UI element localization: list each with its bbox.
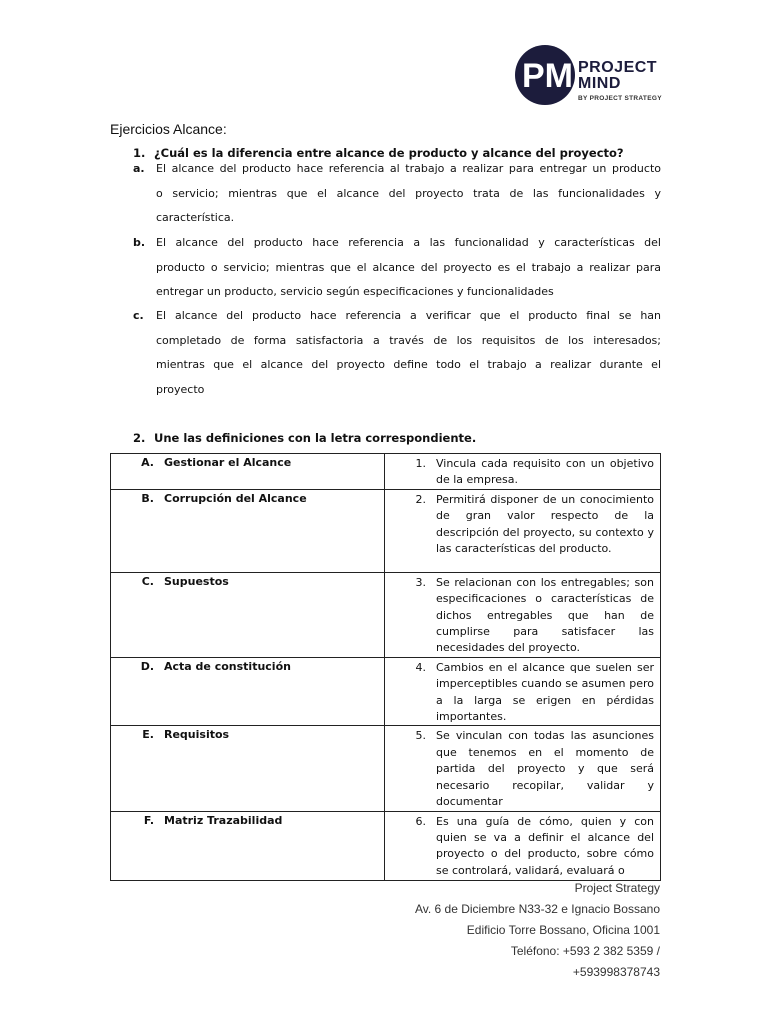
- term-key: F.: [143, 813, 154, 827]
- option-c-line: El alcance del producto hace referencia a verificar que el producto final se han: [156, 309, 661, 322]
- term-key: C.: [141, 574, 154, 588]
- definition-key: 6.: [415, 814, 426, 828]
- option-b-line: entregar un producto, servicio según especificaciones y funcionalidades: [156, 285, 554, 298]
- definition-text: Es una guía de cómo, quien y con quien se va a definir el alcance del proyecto o del producto, sobre cómo se controlará, validará, evaluará o: [436, 814, 654, 877]
- table-cell-definition: [385, 811, 661, 880]
- question-1-number: 1.: [133, 146, 146, 160]
- footer-address-1: Av. 6 de Diciembre N33-32 e Ignacio Bossano: [414, 902, 660, 916]
- term-key: E.: [142, 728, 154, 742]
- footer-address-2: Edificio Torre Bossano, Oficina 1001: [466, 923, 660, 937]
- definition-text: Se relacionan con los entregables; son especificaciones o características de dichos entregables que han de cumplirse para satisfacer las necesidades del proyecto.: [436, 575, 654, 655]
- definition-key: 4.: [415, 660, 426, 674]
- term-text: Matriz Trazabilidad: [164, 813, 283, 827]
- term-key: D.: [140, 659, 154, 673]
- definition-text: Permitirá disponer de un conocimiento de gran valor respecto de la descripción del proyecto, su contexto y las características del producto.: [436, 492, 654, 556]
- term-text: Supuestos: [164, 574, 229, 588]
- logo-line2: MIND: [578, 75, 621, 92]
- document-title: Ejercicios Alcance:: [110, 121, 227, 137]
- logo-tagline: BY PROJECT STRATEGY: [578, 95, 662, 102]
- matching-table: [110, 453, 661, 881]
- table-cell-term: [111, 572, 385, 657]
- term-text: Gestionar el Alcance: [164, 456, 292, 469]
- option-c-line: proyecto: [156, 382, 205, 396]
- table-cell-definition: [385, 726, 661, 811]
- logo-line1: PROJECT: [578, 59, 658, 76]
- table-cell-term: [111, 454, 385, 490]
- footer-phone-2: +593998378743: [572, 965, 660, 979]
- option-b-line: producto o servicio; mientras que el alcance del proyecto es el trabajo a realizar para: [156, 260, 661, 274]
- option-c-letter: c.: [133, 309, 144, 322]
- table-cell-definition: [385, 489, 661, 572]
- table-row: [111, 489, 661, 572]
- question-2-number: 2.: [133, 431, 146, 445]
- question-1-text: ¿Cuál es la diferencia entre alcance de producto y alcance del proyecto?: [154, 146, 624, 160]
- table-row: [111, 726, 661, 811]
- option-b-letter: b.: [133, 236, 146, 249]
- table-cell-term: [111, 811, 385, 880]
- option-c-line: mientras que el alcance del proyecto define todo el trabajo a realizar durante el: [156, 358, 661, 371]
- table-cell-definition: [385, 657, 661, 726]
- table-row: [111, 572, 661, 657]
- table-row: [111, 454, 661, 490]
- table-cell-term: [111, 657, 385, 726]
- option-c-line: completado de forma satisfactoria a través de los requisitos de los interesados;: [156, 333, 661, 347]
- logo-monogram: PM: [522, 57, 573, 95]
- option-a-line: o servicio; mientras que el alcance del proyecto trata de las funcionalidades y: [156, 186, 661, 200]
- definition-key: 5.: [415, 729, 426, 743]
- definition-key: 1.: [415, 457, 426, 470]
- table-cell-term: [111, 489, 385, 572]
- table-cell-definition: [385, 454, 661, 490]
- definition-text: Vincula cada requisito con un objetivo de la empresa.: [436, 457, 654, 487]
- term-text: Acta de constitución: [164, 659, 291, 673]
- option-a-line: característica.: [156, 211, 235, 224]
- definition-key: 2.: [415, 492, 426, 506]
- footer-phone-1: Teléfono: +593 2 382 5359 /: [510, 944, 660, 958]
- term-text: Corrupción del Alcance: [164, 491, 307, 505]
- table-cell-definition: [385, 572, 661, 657]
- question-2-text: Une las definiciones con la letra correspondiente.: [154, 431, 477, 445]
- option-a-letter: a.: [133, 162, 145, 175]
- option-b-line: El alcance del producto hace referencia a las funcionalidad y características del: [156, 236, 661, 249]
- table-cell-term: [111, 726, 385, 811]
- option-a-line: El alcance del producto hace referencia al trabajo a realizar para entregar un producto: [156, 162, 661, 175]
- definition-text: Cambios en el alcance que suelen ser imperceptibles cuando se asumen pero a la larga se erigen en pérdidas importantes.: [436, 660, 654, 724]
- definition-text: Se vinculan con todas las asunciones que tenemos en el momento de partida del proyecto y que será necesario recopilar, validar y documentar: [436, 729, 654, 809]
- term-key: B.: [141, 491, 154, 505]
- term-key: A.: [141, 456, 154, 469]
- definition-key: 3.: [415, 575, 426, 589]
- term-text: Requisitos: [164, 728, 230, 742]
- table-row: [111, 657, 661, 726]
- footer-company: Project Strategy: [574, 881, 660, 895]
- table-row: [111, 811, 661, 880]
